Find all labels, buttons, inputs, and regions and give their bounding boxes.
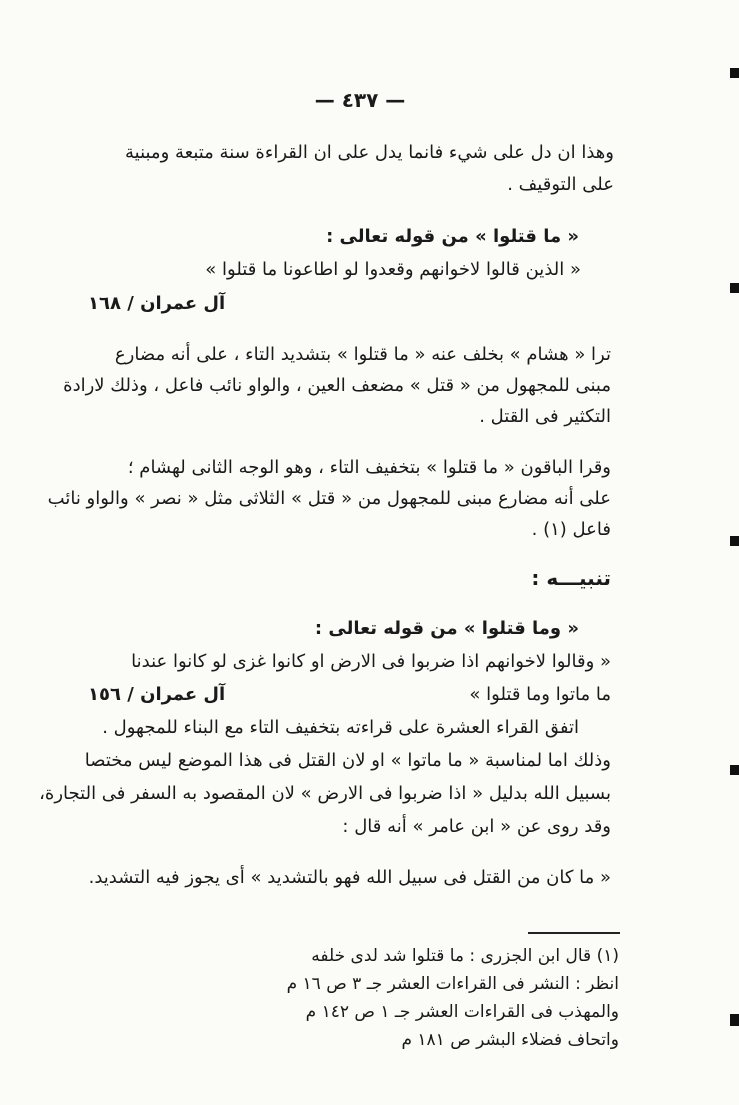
text-line: بسبيل الله بدليل « اذا ضربوا فى الارض » لان المقصود به السفر فى التجارة،: [39, 783, 611, 804]
footnote-line: انظر : النشر فى القراءات العشر جـ ٣ ص ١٦ م: [286, 974, 619, 994]
footnote-line: واتحاف فضلاء البشر ص ١٨١ م: [401, 1030, 619, 1050]
quote-heading: « وما قتلوا » من قوله تعالى :: [314, 618, 579, 639]
quote-heading: « ما قتلوا » من قوله تعالى :: [326, 226, 579, 247]
text-line: وهذا ان دل على شيء فانما يدل على ان القراءة سنة متبعة ومبنية: [124, 142, 614, 163]
text-line: على التوقيف .: [507, 174, 614, 195]
scan-edge-mark: [730, 68, 739, 78]
text-line: اتفق القراء العشرة على قراءته بتخفيف التاء مع البناء للمجهول .: [102, 717, 579, 738]
text-line: وقرا الباقون « ما قتلوا » بتخفيف التاء ، وهو الوجه الثانى لهشام ؛: [127, 457, 611, 478]
text-line: على أنه مضارع مبنى للمجهول من « قتل » الثلاثى مثل « نصر » والواو نائب: [47, 488, 611, 509]
text-line: مبنى للمجهول من « قتل » مضعف العين ، والواو نائب فاعل ، وذلك لارادة: [63, 375, 611, 396]
scan-edge-mark: [730, 536, 739, 546]
section-heading: تنبيـــه :: [531, 566, 611, 590]
scan-edge-mark: [730, 1014, 739, 1026]
footnote-separator: [528, 932, 620, 934]
footnote-line: والمهذب فى القراءات العشر جـ ١ ص ١٤٢ م: [305, 1002, 619, 1022]
text-line: فاعل (١) .: [531, 519, 611, 540]
verse-line: ما ماتوا وما قتلوا »: [469, 684, 611, 705]
scan-edge-mark: [730, 765, 739, 775]
footnote-line: (١) قال ابن الجزرى : ما قتلوا شد لدى خلفه: [311, 946, 619, 966]
verse-reference: آل عمران / ١٥٦: [88, 684, 226, 705]
verse-line: « وقالوا لاخوانهم اذا ضربوا فى الارض او كانوا غزى لو كانوا عندنا: [131, 651, 611, 672]
text-line: وقد روى عن « ابن عامر » أنه قال :: [342, 816, 611, 837]
quote-line: « ما كان من القتل فى سبيل الله فهو بالتشديد » أى يجوز فيه التشديد.: [88, 867, 611, 888]
text-line: ترا « هشام » بخلف عنه « ما قتلوا » بتشديد التاء ، على أنه مضارع: [114, 344, 611, 365]
verse-reference: آل عمران / ١٦٨: [88, 293, 226, 314]
verse-line: « الذين قالوا لاخوانهم وقعدوا لو اطاعونا ما قتلوا »: [205, 259, 581, 280]
page-number: — ٤٣٧ —: [314, 88, 406, 112]
text-line: وذلك اما لمناسبة « ما ماتوا » او لان القتل فى هذا الموضع ليس مختصا: [84, 750, 611, 771]
text-line: التكثير فى القتل .: [479, 406, 611, 427]
scan-edge-mark: [730, 283, 739, 293]
